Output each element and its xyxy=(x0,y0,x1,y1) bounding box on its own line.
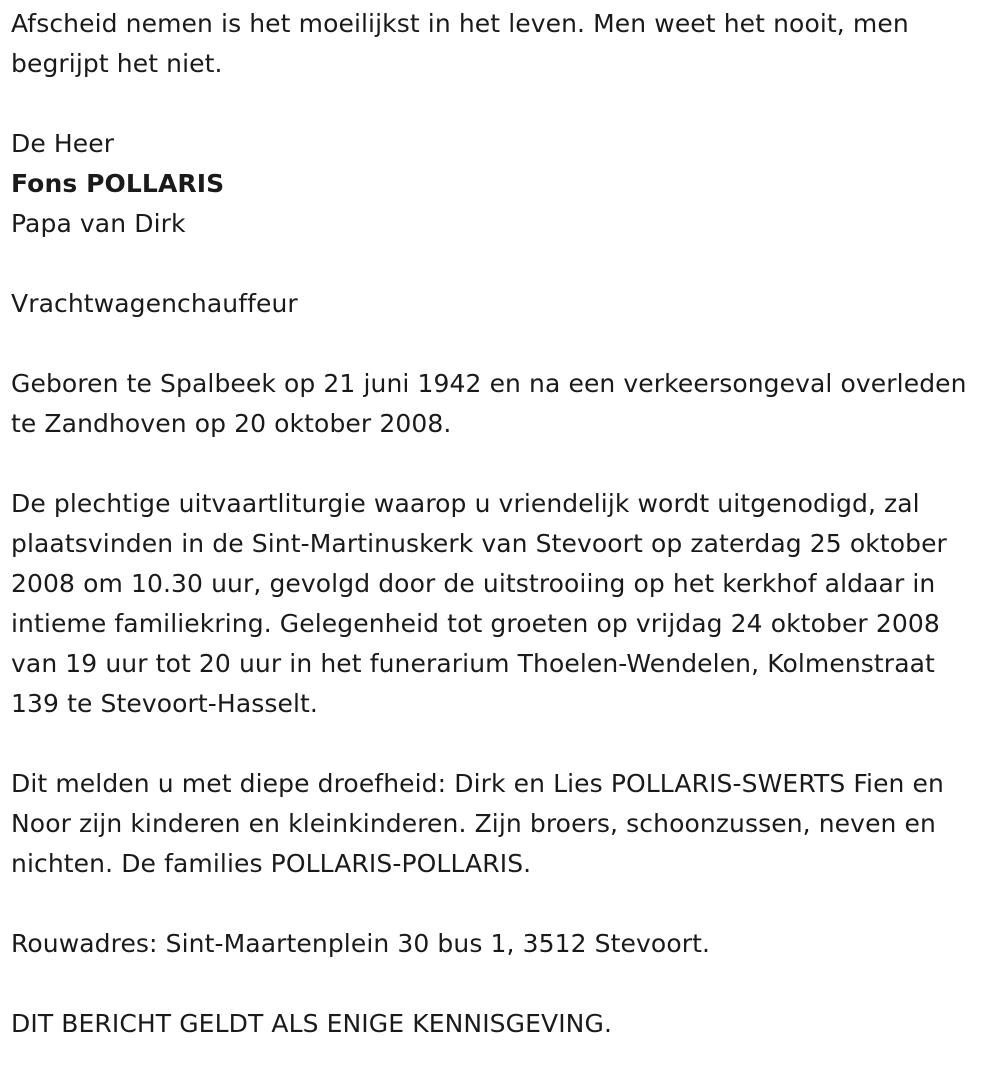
mourners-paragraph: Dit melden u met diepe droefheid: Dirk en Lies POLLARIS-SWERTS Fien en Noor zijn kinderen en kleinkinderen. Zijn broers, schoonzussen, neven en nichten. De families POLLARIS-POLLARIS. xyxy=(11,769,944,878)
mourning-address: Rouwadres: Sint-Maartenplein 30 bus 1, 3512 Stevoort. xyxy=(11,929,711,958)
spacer xyxy=(11,724,986,764)
honorific-text: De Heer xyxy=(11,129,115,158)
closing-statement: DIT BERICHT GELDT ALS ENIGE KENNISGEVING. xyxy=(11,1009,612,1038)
motto-text: Afscheid nemen is het moeilijkst in het leven. Men weet het nooit, men begrijpt het niet. xyxy=(11,9,909,78)
spacer xyxy=(11,84,986,124)
relation-text: Papa van Dirk xyxy=(11,209,186,238)
occupation-text: Vrachtwagenchauffeur xyxy=(11,289,298,318)
funeral-paragraph: De plechtige uitvaartliturgie waarop u vriendelijk wordt uitgenodigd, zal plaatsvinden in de Sint-Martinuskerk van Stevoort op zaterdag 25 oktober 2008 om 10.30 uur, gevolgd door de uitstrooiing op het kerkhof aldaar in intieme familiekring. Gelegenheid tot groeten op vrijdag 24 oktober 2008 van 19 uur tot 20 uur in het funerarium Thoelen-Wendelen, Kolmenstraat 139 te Stevoort-Hasselt. xyxy=(11,489,947,718)
spacer xyxy=(11,964,986,1004)
spacer xyxy=(11,324,986,364)
death-notice xyxy=(11,4,986,1044)
deceased-name: Fons POLLARIS xyxy=(11,169,225,198)
spacer xyxy=(11,444,986,484)
birth-death-paragraph: Geboren te Spalbeek op 21 juni 1942 en na een verkeersongeval overleden te Zandhoven op 20 oktober 2008. xyxy=(11,369,967,438)
spacer xyxy=(11,884,986,924)
spacer xyxy=(11,244,986,284)
